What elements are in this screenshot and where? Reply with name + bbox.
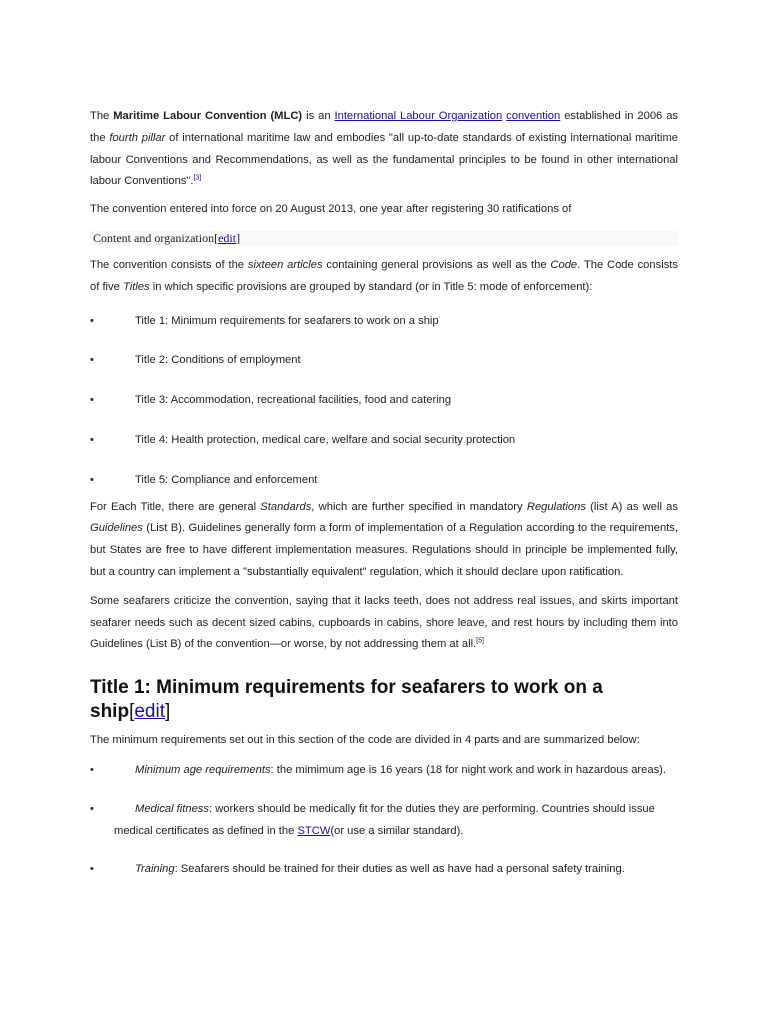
titles-list <box>90 311 678 492</box>
reference-link-3[interactable]: [3] <box>193 174 202 182</box>
bullet: • <box>90 314 94 327</box>
text-run: Some seafarers criticize the convention, saying that it lacks teeth, does not address real issues, and skirts important seafarer needs such as decent sized cabins, cupboards in cabins, shore leave, and rest hours by including them into Guidelines (List B) of the convention—or worse, by not addressing them at all. <box>90 594 678 651</box>
item-label: Training <box>135 863 175 876</box>
article-body <box>90 106 678 881</box>
edit-link-content[interactable]: edit <box>218 230 237 245</box>
text-run: established in 2006 as the <box>90 110 679 144</box>
text-run: (List B). Guidelines generally form a form of implementation of a Regulation according to the requirements, but States are free to have different implementation measures. Regulations should in principle be implemented fully, but a country can implement a "substantially equivalent" regulation, which it should declare upon ratification. <box>90 522 678 578</box>
bullet: • <box>90 802 94 815</box>
list-item <box>90 470 678 492</box>
list-item <box>90 350 678 372</box>
list-item-text: Title 5: Compliance and enforcement <box>135 473 318 486</box>
text-run: (or use a similar standard). <box>330 824 464 837</box>
bullet: • <box>90 473 94 486</box>
text-run: (list A) as well as <box>585 500 678 513</box>
list-item-text <box>90 760 678 782</box>
entry-into-force-paragraph: The convention entered into force on 20 August 2013, one year after registering 30 ratifications of <box>90 203 572 216</box>
item-label: Minimum age requirements <box>135 763 271 776</box>
text-run: For Each Title, there are general <box>90 500 261 513</box>
text-run: The convention consists of the <box>90 258 248 271</box>
sixteen-articles-term: sixteen articles <box>247 258 323 271</box>
bracket: ] <box>236 230 241 245</box>
list-item-text: Title 1: Minimum requirements for seafarers to work on a ship <box>135 314 439 327</box>
guidelines-term: Guidelines <box>90 522 143 535</box>
fourth-pillar-term: fourth pillar <box>109 131 166 144</box>
list-item-text <box>90 799 678 843</box>
list-item <box>90 799 678 843</box>
list-item <box>90 311 678 333</box>
edit-link-title1[interactable]: edit <box>134 701 165 723</box>
list-item <box>90 390 678 412</box>
list-item <box>90 859 678 881</box>
bullet: • <box>90 433 94 446</box>
text-run: of international maritime law and embodies "all up-to-date standards of existing international maritime labour Conventions and Recommendations, as well as the fundamental principles to be found in other international labour Conventions". <box>90 131 679 188</box>
standards-term: Standards <box>260 500 312 513</box>
title1-intro-paragraph: The minimum requirements set out in this section of the code are divided in 4 parts and are summarized below: <box>90 734 640 747</box>
code-term: Code <box>550 258 578 271</box>
list-item-text: Title 3: Accommodation, recreational facilities, food and catering <box>135 394 452 407</box>
bullet: • <box>90 863 94 876</box>
list-item-text <box>90 859 678 881</box>
bullet: • <box>90 394 94 407</box>
bracket: [ <box>129 701 135 723</box>
requirements-list <box>90 760 678 881</box>
item-label: Medical fitness <box>135 802 209 815</box>
list-item <box>90 760 678 782</box>
bullet: • <box>90 354 94 367</box>
stcw-link[interactable]: STCW <box>297 824 331 837</box>
criticism-paragraph <box>90 591 678 656</box>
list-item-text: Title 4: Health protection, medical care, welfare and social security protection <box>135 433 516 446</box>
text-run: : the mimimum age is 16 years (18 for night work and work in hazardous areas). <box>270 763 667 776</box>
text-run: : workers should be medically fit for the duties they are performing. Countries should issue medical certificates as defined in the <box>114 802 655 837</box>
text-run: , which are further specified in mandatory <box>311 500 527 513</box>
bracket: [ <box>214 230 219 245</box>
text-run: in which specific provisions are grouped by standard (or in Title 5: mode of enforcement): <box>149 280 593 293</box>
ilo-link[interactable]: International Labour Organization <box>334 110 503 122</box>
convention-link[interactable]: convention <box>506 110 561 122</box>
bracket: ] <box>164 701 171 723</box>
section-heading-title1 <box>90 676 678 724</box>
text-run: : Seafarers should be trained for their duties as well as have had a personal safety training. <box>174 863 625 876</box>
section-heading-text: Content and organization <box>93 230 215 245</box>
text-run: The <box>90 110 114 122</box>
mlc-bold-term: Maritime Labour Convention (MLC) <box>113 110 303 122</box>
section-heading-content <box>90 231 678 246</box>
standards-paragraph <box>90 497 678 584</box>
intro-paragraph <box>90 106 678 193</box>
reference-link-5[interactable]: [5] <box>476 637 484 645</box>
section-heading-text: Title 1: Minimum requirements for seafarers to work on a ship <box>90 677 603 723</box>
text-run: containing general provisions as well as the <box>322 258 551 271</box>
content-paragraph <box>90 255 678 299</box>
titles-term: Titles <box>122 280 150 293</box>
text-run: . The Code consists of five <box>90 258 678 293</box>
list-item-text: Title 2: Conditions of employment <box>135 354 301 367</box>
regulations-term: Regulations <box>526 500 586 513</box>
text-run: is an <box>302 110 335 122</box>
bullet: • <box>90 763 94 776</box>
list-item <box>90 430 678 452</box>
